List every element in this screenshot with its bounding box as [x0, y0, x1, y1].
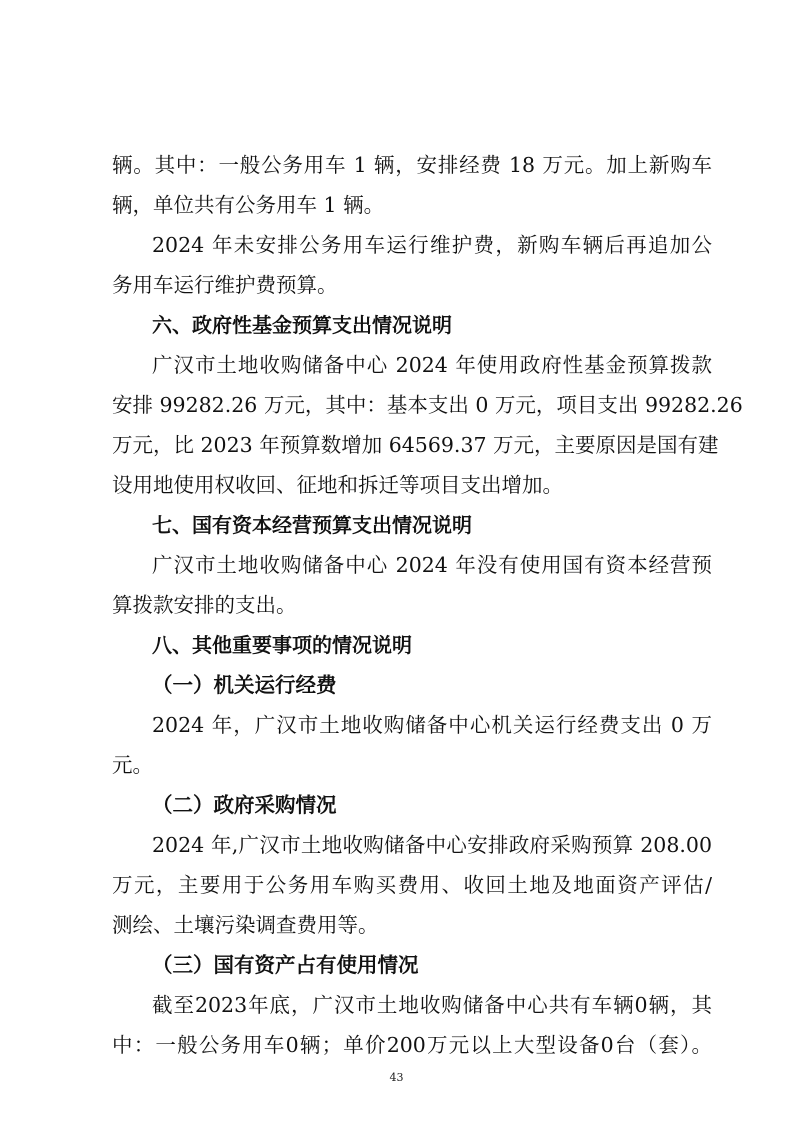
paragraph-maintenance-line-1: 2024 年未安排公务用车运行维护费，新购车辆后再追加公: [152, 233, 712, 257]
paragraph-state-capital-line-2: 算拨款安排的支出。: [112, 593, 297, 617]
paragraph-procurement-line-2: 万元，主要用于公务用车购买费用、收回土地及地面资产评估/: [112, 873, 712, 897]
paragraph-maintenance-line-2: 务用车运行维护费预算。: [112, 273, 338, 297]
section-heading-state-capital: 七、国有资本经营预算支出情况说明: [152, 513, 472, 537]
paragraph-government-fund-line-3: 万元，比 2023 年预算数增加 64569.37 万元，主要原因是国有建: [112, 433, 719, 457]
page-number: 43: [389, 1071, 404, 1084]
paragraph-government-fund-line-4: 设用地使用权收回、征地和拆迁等项目支出增加。: [112, 473, 563, 497]
paragraph-government-fund-line-2: 安排 99282.26 万元，其中：基本支出 0 万元，项目支出 99282.26: [112, 393, 743, 417]
paragraph-operating-expenses-line-2: 元。: [112, 753, 153, 777]
subheading-government-procurement: （二）政府采购情况: [152, 793, 337, 817]
paragraph-state-assets-line-1: 截至2023年底，广汉市土地收购储备中心共有车辆0辆，其: [152, 993, 712, 1017]
section-heading-other-matters: 八、其他重要事项的情况说明: [152, 633, 412, 657]
paragraph-procurement-line-3: 测绘、土壤污染调查费用等。: [112, 913, 379, 937]
paragraph-government-fund-line-1: 广汉市土地收购储备中心 2024 年使用政府性基金预算拨款: [152, 353, 712, 377]
paragraph-operating-expenses-line-1: 2024 年，广汉市土地收购储备中心机关运行经费支出 0 万: [152, 713, 712, 737]
paragraph-state-assets-line-2: 中：一般公务用车0辆；单价200万元以上大型设备0台（套）。: [112, 1033, 712, 1057]
section-heading-government-fund: 六、政府性基金预算支出情况说明: [152, 313, 452, 337]
paragraph-vehicle-line-1: 辆。其中：一般公务用车 1 辆，安排经费 18 万元。加上新购车: [112, 153, 712, 177]
paragraph-state-capital-line-1: 广汉市土地收购储备中心 2024 年没有使用国有资本经营预: [152, 553, 712, 577]
paragraph-procurement-line-1: 2024 年,广汉市土地收购储备中心安排政府采购预算 208.00: [152, 833, 712, 857]
subheading-state-assets: （三）国有资产占有使用情况: [152, 953, 419, 977]
subheading-operating-expenses: （一）机关运行经费: [152, 673, 337, 697]
paragraph-vehicle-line-2: 辆，单位共有公务用车 1 辆。: [112, 193, 385, 217]
